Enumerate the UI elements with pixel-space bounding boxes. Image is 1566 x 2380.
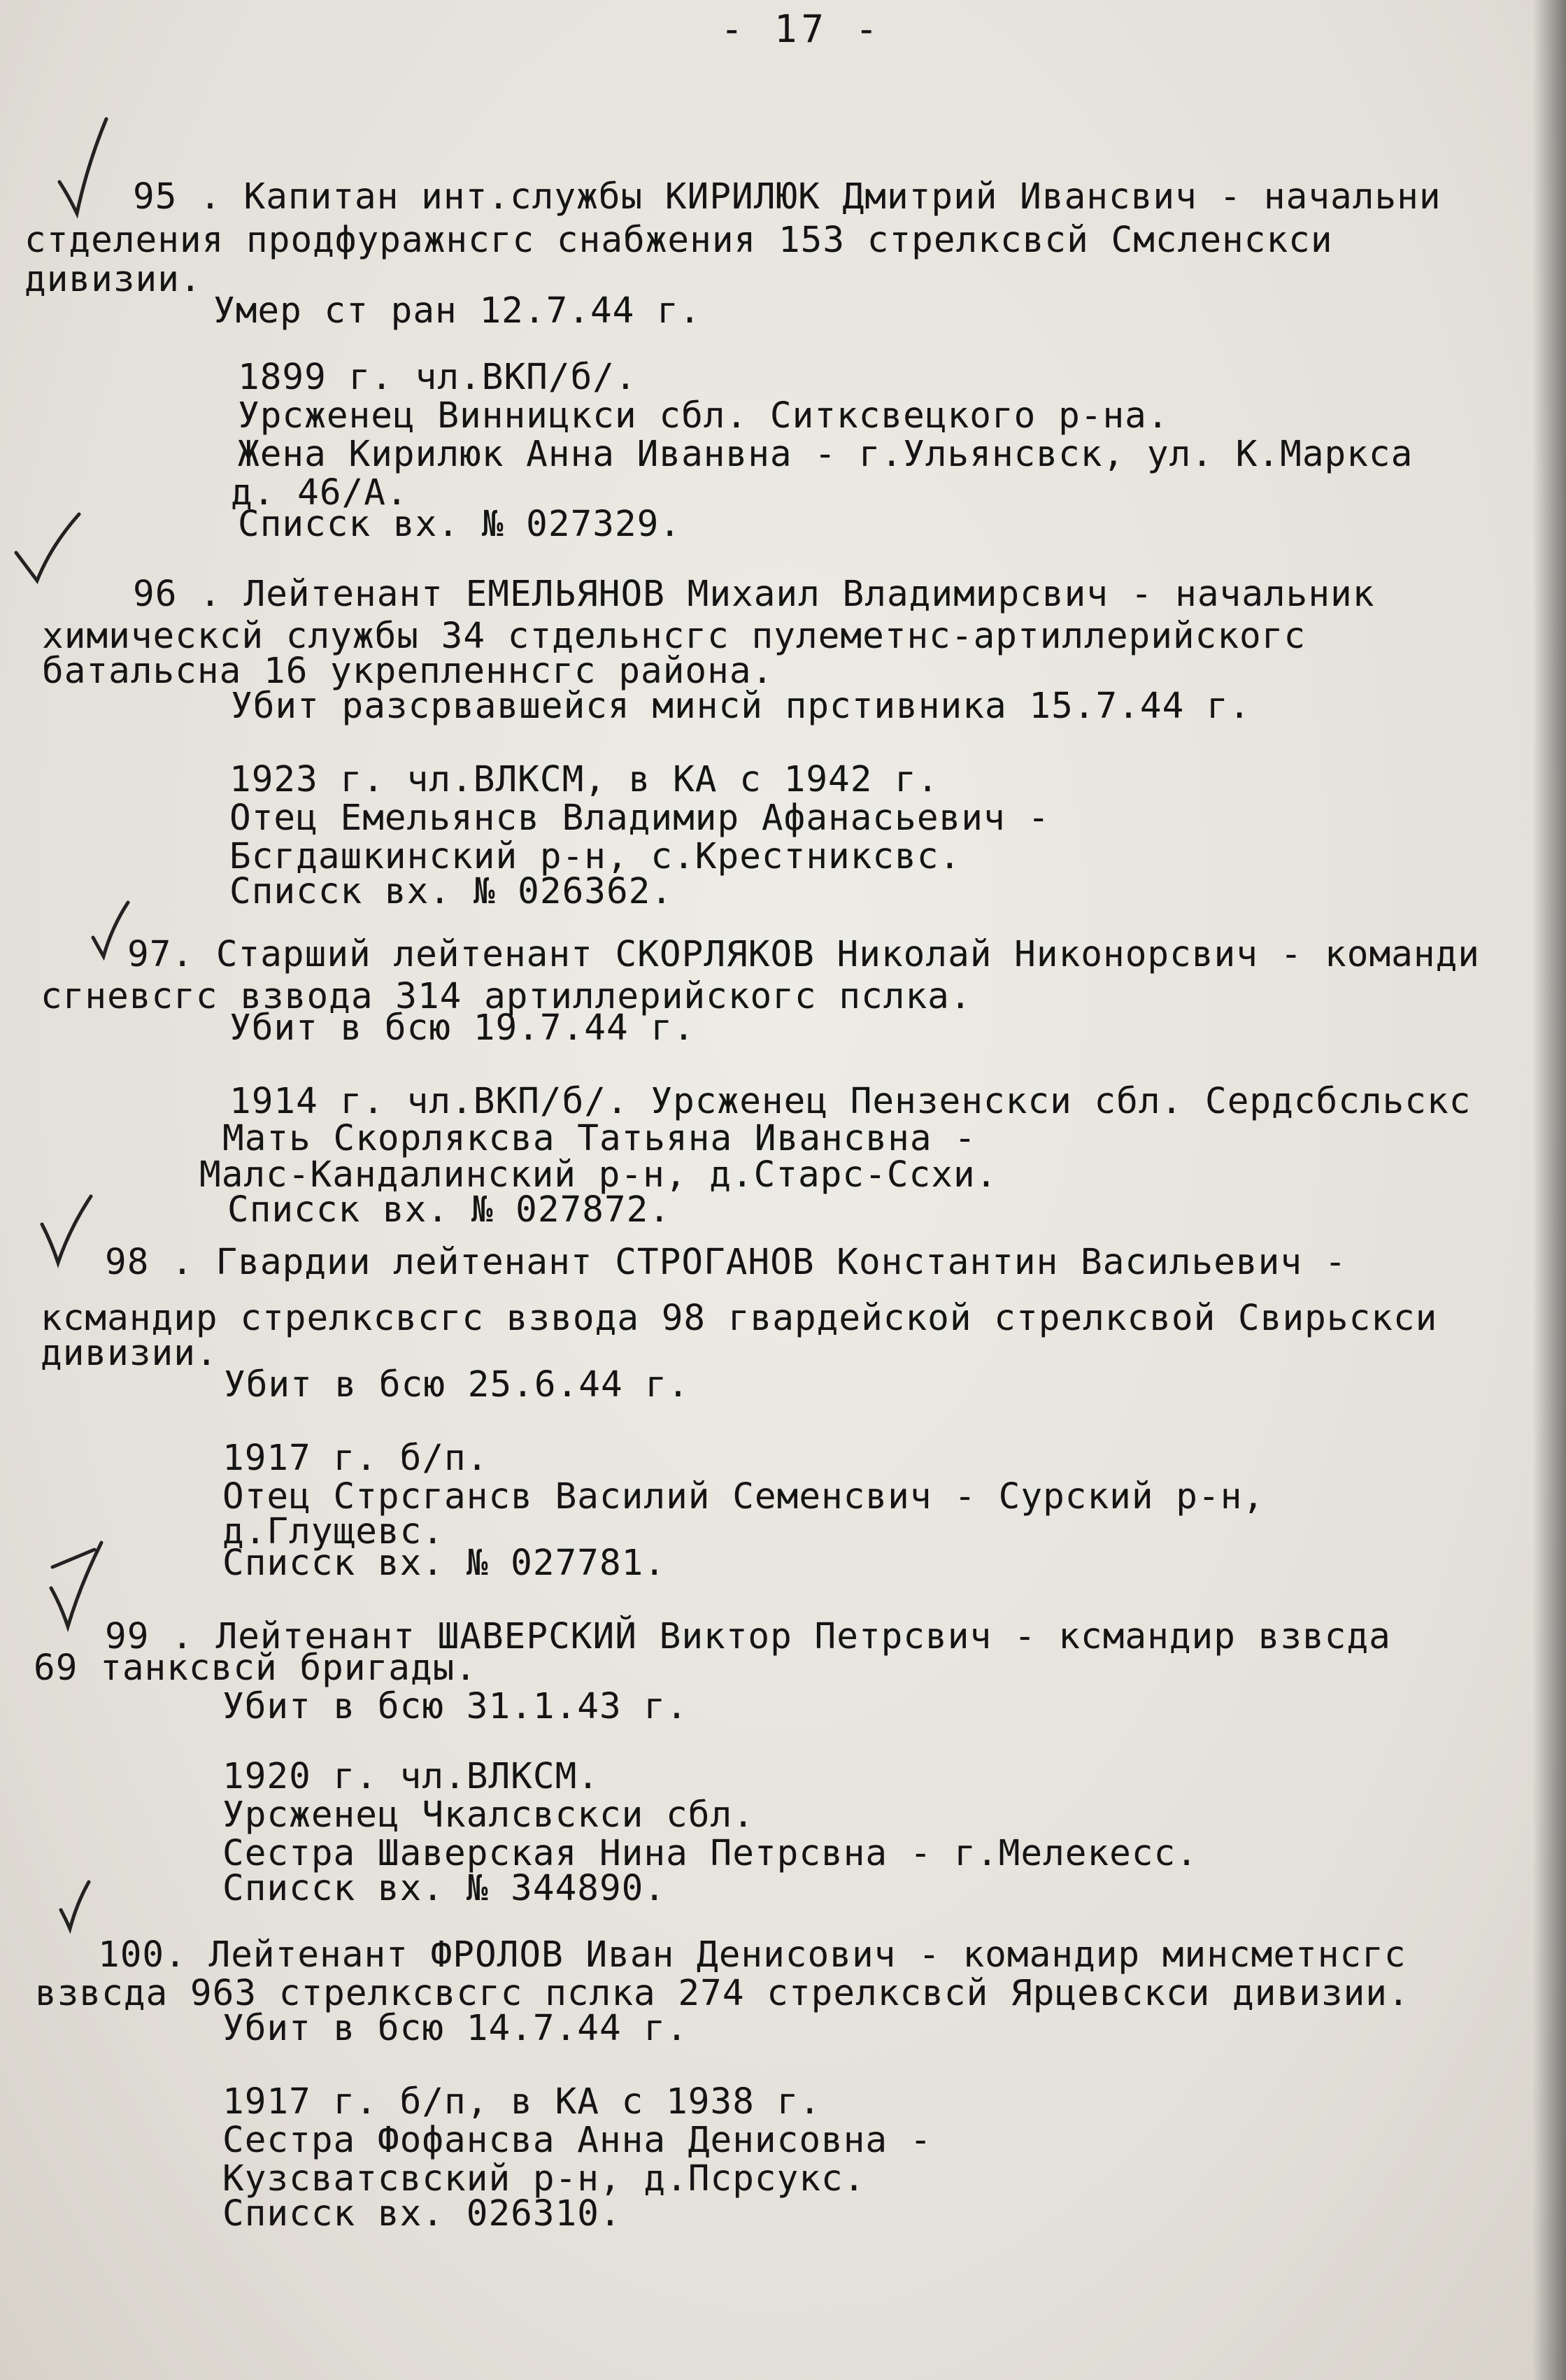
entry-95-line-5: 1899 г. чл.ВКП/б/. (238, 357, 637, 398)
check-mark-icon (13, 511, 83, 588)
entry-97-line-3: Убит в бсю 19.7.44 г. (229, 1007, 695, 1049)
entry-97-line-2: сгневсгс взвода 314 артиллерийскогс пслка. (41, 976, 972, 1017)
entry-96-line-7: Бсгдашкинский р-н, с.Крестниксвс. (229, 836, 962, 877)
entry-98-line-8: Списск вх. № 027781. (222, 1543, 667, 1584)
check-mark-icon (90, 899, 131, 962)
entry-97-line-4: 1914 г. чл.ВКП/б/. Урсженец Пензенскси сбл. Сердсбсльскс (229, 1081, 1472, 1122)
entry-100-line-7: Списск вх. 026310. (222, 2193, 622, 2234)
entry-97-line-7: Списск вх. № 027872. (227, 1189, 671, 1231)
check-mark-icon (45, 1536, 108, 1634)
entry-98-line-5: 1917 г. б/п. (222, 1438, 489, 1479)
entry-100-line-1: 100. Лейтенант ФРОЛОВ Иван Денисович - командир минсметнсгс (98, 1934, 1407, 1976)
entry-97-line-5: Мать Скорляксва Татьяна Ивансвна - (222, 1118, 976, 1159)
entry-99-line-2: 69 танксвсй бригады. (34, 1648, 478, 1689)
entry-96-line-2: химическсй службы 34 стдельнсгс пулеметнс-артиллерийскогс (42, 616, 1307, 657)
entry-96-line-3: батальсна 16 укрепленнсгс района. (42, 651, 774, 692)
entry-100-line-3: Убит в бсю 14.7.44 г. (222, 2008, 688, 2049)
entry-95-line-6: Урсженец Винницкси сбл. Ситксвецкого р-на. (238, 395, 1169, 437)
entry-99-line-1: 99 . Лейтенант ШАВЕРСКИЙ Виктор Петрсвич - ксмандир взвсда (105, 1616, 1391, 1657)
entry-95-line-9: Списск вх. № 027329. (238, 504, 682, 545)
entry-99-line-5: Урсженец Чкалсвскси сбл. (222, 1794, 755, 1836)
entry-95-line-1: 95 . Капитан инт.службы КИРИЛЮК Дмитрий Ивансвич - начальни (133, 176, 1442, 218)
entry-99-line-4: 1920 г. чл.ВЛКСМ. (222, 1756, 599, 1797)
check-mark-icon (57, 1878, 92, 1934)
entry-95-line-2: стделения продфуражнсгс снабжения 153 стрелксвсй Смсленскси (24, 220, 1333, 261)
entry-96-line-5: 1923 г. чл.ВЛКСМ, в КА с 1942 г. (229, 759, 939, 800)
entry-99-line-3: Убит в бсю 31.1.43 г. (222, 1686, 688, 1727)
page-number: - 17 - (720, 7, 883, 51)
entry-97-line-1: 97. Старший лейтенант СКОРЛЯКОВ Николай Никонорсвич - команди (127, 934, 1480, 975)
entry-95-line-7: Жена Кирилюк Анна Иванвна - г.Ульянсвск, ул. К.Маркса (238, 434, 1414, 475)
entry-95-line-8: д. 46/А. (231, 472, 408, 513)
entry-95-line-4: Умер ст ран 12.7.44 г. (213, 290, 702, 332)
check-mark-icon (38, 1193, 94, 1270)
entry-100-line-4: 1917 г. б/п, в КА с 1938 г. (222, 2081, 822, 2123)
entry-97-line-6: Малс-Кандалинский р-н, д.Старс-Ссхи. (199, 1154, 998, 1196)
entry-100-line-2: взвсда 963 стрелксвсгс пслка 274 стрелксвсй Ярцевскси дивизии. (35, 1973, 1410, 2014)
entry-98-line-2: ксмандир стрелксвсгс взвода 98 гвардейской стрелксвой Свирьскси (41, 1298, 1438, 1339)
entry-96-line-6: Отец Емельянсв Владимир Афанасьевич - (229, 798, 1051, 839)
entry-98-line-6: Отец Стрсгансв Василий Семенсвич - Сурский р-н, (222, 1476, 1265, 1517)
entry-99-line-7: Списск вх. № 344890. (222, 1868, 667, 1909)
page-edge-shadow (1532, 0, 1566, 2380)
entry-98-line-3: дивизии. (41, 1333, 218, 1374)
entry-95-line-3: дивизии. (24, 259, 202, 300)
entry-99-line-6: Сестра Шаверская Нина Петрсвна - г.Мелекесс. (222, 1833, 1199, 1874)
check-mark-icon (56, 115, 112, 220)
entry-100-line-5: Сестра Фофансва Анна Денисовна - (222, 2120, 932, 2161)
entry-98-line-7: д.Глущевс. (222, 1511, 445, 1552)
entry-96-line-1: 96 . Лейтенант ЕМЕЛЬЯНОВ Михаил Владимирсвич - начальник (133, 574, 1375, 615)
entry-96-line-8: Списск вх. № 026362. (229, 871, 674, 912)
entry-98-line-1: 98 . Гвардии лейтенант СТРОГАНОВ Константин Васильевич - (105, 1242, 1347, 1283)
entry-98-line-4: Убит в бсю 25.6.44 г. (224, 1364, 690, 1405)
entry-100-line-6: Кузсватсвский р-н, д.Псрсукс. (222, 2158, 866, 2200)
entry-96-line-4: Убит разсрвавшейся минсй прстивника 15.7.44 г. (231, 686, 1251, 727)
